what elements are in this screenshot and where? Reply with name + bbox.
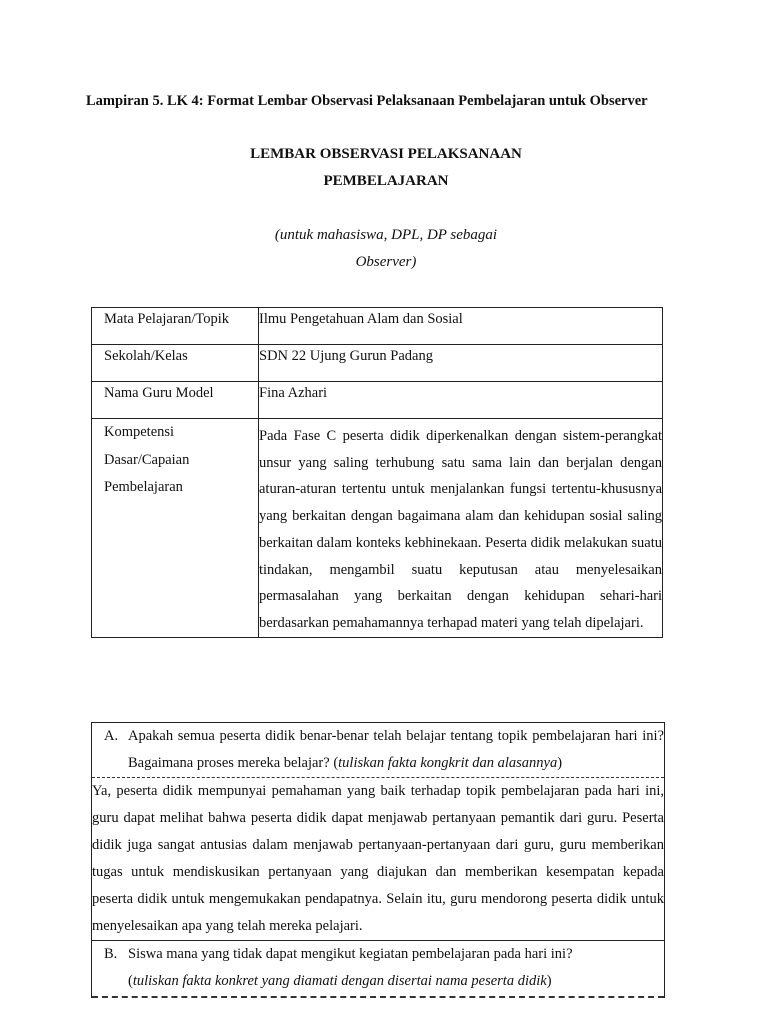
table-row — [92, 308, 663, 345]
kompetensi-label-line: Kompetensi — [104, 424, 175, 440]
sekolah-value: SDN 22 Ujung Gurun Padang — [259, 348, 433, 364]
question-b-hint: tuliskan fakta konkret yang diamati dengan disertai nama peserta didik — [132, 973, 547, 989]
document-title-line2: PEMBELAJARAN — [323, 173, 449, 189]
document-subtitle-line1: (untuk mahasiswa, DPL, DP sebagai — [274, 227, 498, 243]
sekolah-label-cell — [92, 345, 259, 382]
answer-a: Ya, peserta didik mempunyai pemahaman yang baik terhadap topik pembelajaran pada hari ini, guru dapat melihat bahwa peserta didik dapat menjawab pertanyaan pemantik dari guru. Peserta didik juga sangat antusias dalam menjawab pertanyaan-pertanyaan dari guru, guru memberikan tugas untuk mendiskusikan pertanyaan yang diajukan dan memberikan kesempatan kepada peserta didik untuk mengemukakan pendapatnya. Selain itu, guru mendorong peserta didik untuk menyelesaikan apa yang telah mereka pelajari. — [92, 778, 664, 941]
kompetensi-label-line: Dasar/Capaian — [104, 451, 190, 468]
question-a-hint: tuliskan fakta kongkrit dan alasannya — [338, 755, 558, 771]
sekolah-label: Sekolah/Kelas — [104, 348, 188, 364]
kompetensi-value: Pada Fase C peserta didik diperkenalkan dengan sistem-perangkat unsur yang saling terhubung satu sama lain dan berjalan dengan aturan-aturan tertentu untuk menjalankan fungsi tertentu-khususnya yang berkaitan dengan bagaimana alam dan kehidupan sosial saling berkaitan dalam konteks kebhinekaan. Peserta didik melakukan suatu tindakan, mengambil suatu keputusan atau menyelesaikan permasalahan yang berkaitan dengan kehidupan sehari-hari berdasarkan pemahamannya terhapad materi yang telah dipelajari. — [259, 428, 662, 631]
table-row — [92, 382, 663, 419]
mapel-label: Mata Pelajaran/Topik — [104, 311, 230, 327]
table-row — [92, 345, 663, 382]
question-b-text: Siswa mana yang tidak dapat mengikut kegiatan pembelajaran pada hari ini? — [128, 946, 573, 962]
guru-label-cell — [92, 382, 259, 419]
kompetensi-value-cell — [259, 419, 663, 638]
attachment-heading: Lampiran 5. LK 4: Format Lembar Observasi Pelaksanaan Pembelajaran untuk Observer — [86, 93, 648, 109]
guru-value-cell — [259, 382, 663, 419]
question-b-hint-line — [128, 968, 664, 995]
document-title-line1: LEMBAR OBSERVASI PELAKSANAAN — [250, 146, 522, 162]
question-a — [92, 723, 664, 778]
document-subtitle-line2: Observer) — [355, 254, 417, 270]
guru-label: Nama Guru Model — [104, 385, 214, 401]
mapel-value: Ilmu Pengetahuan Alam dan Sosial — [259, 311, 463, 327]
mapel-label-cell — [92, 308, 259, 345]
question-a-text: Apakah semua peserta didik benar-benar telah belajar tentang topik pembelajaran hari ini? Bagaimana proses mereka belajar? ( — [128, 728, 664, 771]
guru-value: Fina Azhari — [259, 385, 328, 401]
info-table — [91, 307, 663, 638]
kompetensi-label-cell — [92, 419, 259, 638]
question-b — [92, 941, 664, 998]
observation-questions — [91, 722, 665, 998]
question-b-close: ) — [546, 973, 552, 989]
kompetensi-label-line: Pembelajaran — [104, 479, 183, 495]
question-b-open: ( — [128, 973, 133, 989]
sekolah-value-cell — [259, 345, 663, 382]
mapel-value-cell — [259, 308, 663, 345]
kompetensi-label — [104, 419, 258, 502]
question-a-close: ) — [557, 755, 563, 771]
question-b-letter: B. — [104, 946, 118, 962]
question-a-letter: A. — [104, 728, 119, 744]
table-row — [92, 419, 663, 638]
